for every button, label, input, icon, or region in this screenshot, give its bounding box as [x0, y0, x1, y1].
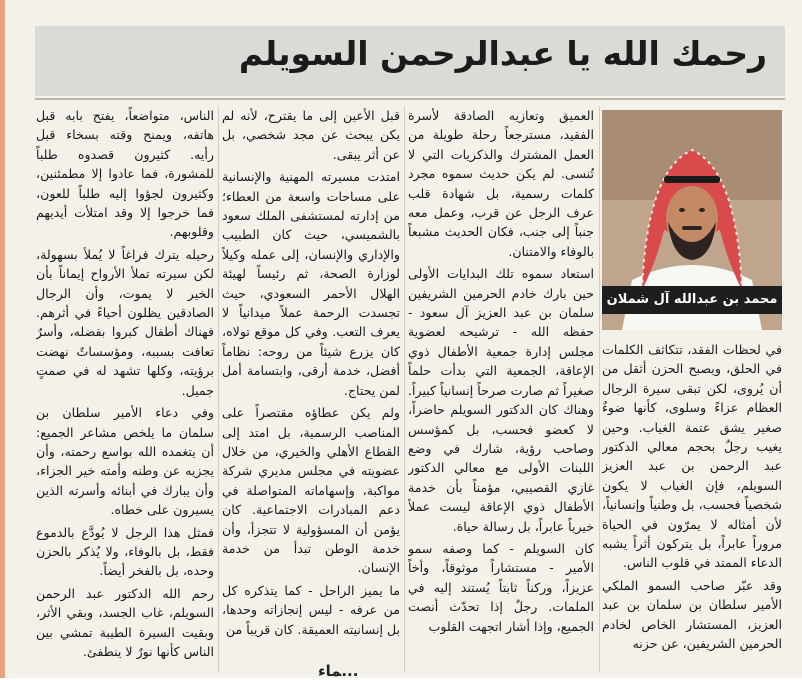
paragraph: رحم الله الدكتور عبد الرحمن السويلم، غاب الجسد، وبقي الأثر، وبقيت السيرة الطيبة تمشي بين الناس كأنها نورٌ لا ينطفئ. [36, 585, 214, 659]
paragraph: العميق وتعازيه الصادقة لأسرة الفقيد، مسترجعاً رحلة طويلة من العمل المشترك والذكريات التي لا تُنسى. لم يكن حديث سموه مجرد كلمات رسمية، بل شهادة قلب عرف الرجل عن قرب، وعمل معه جنباً إلى جنب، فكان الحديث مشبعاً بالوفاء والامتنان. [408, 108, 594, 259]
header-divider [35, 98, 785, 100]
article-column-4 [36, 106, 214, 676]
paragraph: كان السويلم - كما وصفه سمو الأمير - مستشاراً موثوقاً، وأخاً عزيزاً، وركناً ثابتاً يُستند إليه في الملمات. رجلٌ إذا تحدّث أنصت الجميع، وإذا أشار اتجهت القلوب [408, 540, 594, 634]
next-headline-fragment: ...ﻤﺎﺀ [318, 662, 359, 680]
article-column-2 [408, 106, 594, 676]
paragraph: قبل الأعين إلى ما يقترح، لأنه لم يكن يبحث عن مجد شخصي، بل عن أثر يبقى. [222, 108, 400, 162]
page-edge-stripe [0, 0, 5, 678]
author-name-caption: محمد بن عبدالله آل شملان [602, 286, 782, 314]
article-column-3 [222, 106, 400, 676]
paragraph: وقد عبّر صاحب السمو الملكي الأمير سلطان بن سلمان بن عبد العزيز، المستشار الخاص لخادم الحرمين الشريفين، عن حزنه [602, 577, 782, 652]
paragraph: رحيله يترك فراغاً لا يُملأ بسهولة، لكن سيرته تملأ الأرواح إيماناً بأن الخير لا يموت، وأن الرجال الصادقين يظلون أحياءً في أثرهم. فهناك أطفال كبروا بفضله، وأسرٌ تعافت بسببه، ومؤسساتٌ نهضت برؤيته، وكلها تشهد له في صمتٍ جميل. [36, 246, 214, 398]
headline-banner [35, 26, 785, 96]
article-column-1 [602, 340, 782, 676]
paragraph: ما يميز الراحل - كما يتذكره كل من عرفه - ليس إنجازاته وحدها، بل إنسانيته العميقة. كان قريباً من [222, 582, 400, 637]
column-divider [404, 106, 405, 672]
paragraph: ولم يكن عطاؤه مقتصراً على المناصب الرسمية، بل امتد إلى القطاع الأهلي والخيري، من خلال عضويته في مجلس مديري شركة مواكبة، وإسهاماته المتواصلة في دعم المبادرات الاجتماعية. كان يؤمن أن المسؤولية لا تتجزأ، وأن خدمة الوطن تبدأ من خدمة الإنسان. [222, 405, 400, 576]
headline: رحمك الله يا عبدالرحمن السويلم [238, 34, 767, 73]
column-divider [599, 106, 600, 672]
paragraph: امتدت مسيرته المهنية والإنسانية على مساحات واسعة من العطاء؛ من إدارته لمستشفى الملك سعود بالشميسي، حيث كان الطبيب والإداري والإنسان، إلى عمله وكيلاً لوزارة الصحة، ثم رئيساً لهيئة الهلال الأحمر السعودي، حيث تجسدت الرحمة عملاً ميدانياً لا يعرف التعب. وفي كل موقع تولاه، كان يزرع شيئاً من روحه: نظاماً أفضل، خدمة أرقى، وابتسامة أمل لمن يحتاج. [222, 169, 400, 398]
paragraph: الناس، متواضعاً، يفتح بابه قبل هاتفه، ويمنح وقته بسخاء قبل رأيه. كثيرون قصدوه طلباً للمشورة، فما عادوا إلا مطمئنين، وكثيرون لجؤوا إليه طلباً للعون، فما خرجوا إلا وقد امتلأت أيديهم وقلوبهم. [36, 108, 214, 240]
paragraph: استعاد سموه تلك البدايات الأولى حين بارك خادم الحرمين الشريفين سلمان بن عبد العزيز آل سعود - حفظه الله - ترشيحه لعضوية مجلس إدارة جمعية الأطفال ذوي الإعاقة، الجمعية التي بدأت حلماً صغيراً ثم صارت صرحاً إنسانياً كبيراً. وهناك كان الدكتور السويلم حاضراً، لا كعضو فحسب، بل كمؤسس وصاحب رؤية، شارك في وضع اللبنات الأولى مع معالي الدكتور غازي القصيبي، مؤمناً بأن خدمة الأطفال ذوي الإعاقة ليست عملاً خيرياً عابراً، بل رسالة حياة. [408, 266, 594, 534]
paragraph: في لحظات الفقد، تتكاثف الكلمات في الحلق، ويصبح الحزن أثقل من أن يُروى، لكن تبقى سيرة الرجال العظام عزاءً وسلوى، كأنها ضوءٌ صغير يشق عتمة الغياب. وحين يغيب رجلٌ بحجم معالي الدكتور عبد الرحمن بن عبد العزيز السويلم، فإن الغياب لا يكون شخصياً فحسب، بل وطنياً وإنسانياً، لأن أمثاله لا يمرّون في الحياة مروراً عابراً، بل يتركون أثراً يشبه الدعاء الممتد في قلوب الناس. [602, 342, 782, 571]
paragraph: وفي دعاء الأمير سلطان بن سلمان ما يلخص مشاعر الجميع: أن يتغمده الله بواسع رحمته، وأن يجزيه عن وطنه وأمته خير الجزاء، وأن يبارك في أبنائه وأسرته الذين يسيرون على خطاه. [36, 405, 214, 518]
paragraph: فمثل هذا الرجل لا يُودَّع بالدموع فقط، بل بالوفاء، ولا يُذكر بالحزن وحده، بل بالفخر أيضاً. [36, 524, 214, 579]
column-divider [218, 106, 219, 672]
